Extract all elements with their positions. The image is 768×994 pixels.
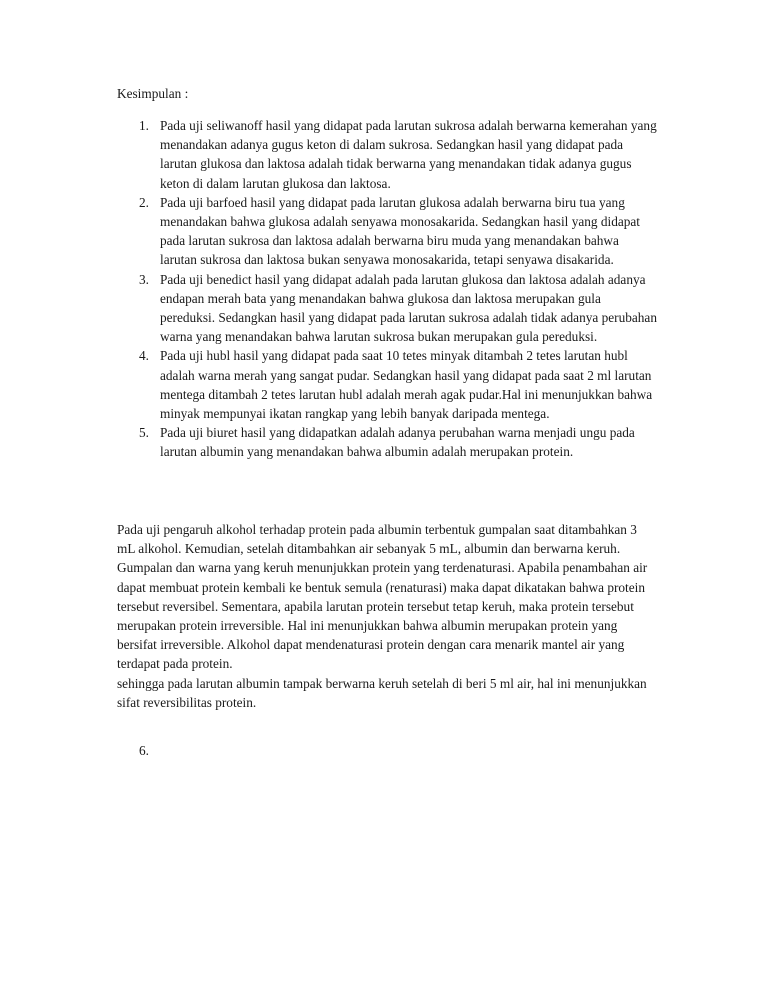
- list-item-number: 2.: [139, 194, 149, 210]
- list-item-text: Pada uji hubl hasil yang didapat pada saat 10 tetes minyak ditambah 2 tetes larutan hubl adalah warna merah yang sangat pudar. Sedangkan hasil yang didapat pada saat 2 ml larutan mentega ditambah 2 tetes larutan hubl adalah merah agak pudar.Hal ini menunjukkan bahwa minyak mempunyai ikatan rangkap yang lebih banyak daripada mentega.: [160, 348, 653, 422]
- list-item: [117, 423, 657, 461]
- list-item-text: Pada uji barfoed hasil yang didapat pada larutan glukosa adalah berwarna biru tua yang menandakan bahwa glukosa adalah senyawa monosakarida. Sedangkan hasil yang didapat pada larutan sukrosa dan laktosa adalah berwarna biru muda yang menandakan bahwa larutan sukrosa dan laktosa bukan senyawa monosakarida, tetapi senyawa disakarida.: [160, 194, 641, 268]
- list-item: [117, 116, 657, 193]
- list-item: [117, 270, 657, 347]
- list-item: [117, 346, 657, 423]
- paragraph-alcohol-test: Pada uji pengaruh alkohol terhadap protein pada albumin terbentuk gumpalan saat ditambahkan 3 mL alkohol. Kemudian, setelah ditambahkan air sebanyak 5 mL, albumin dan berwarna keruh. Gumpalan dan warna yang keruh menunjukkan protein yang terdenaturasi. Apabila penambahan air dapat membuat protein kembali ke bentuk semula (renaturasi) maka dapat dikatakan bahwa protein tersebut reversibel. Sementara, apabila larutan protein tersebut tetap keruh, maka protein tersebut merupakan protein irreversible. Hal ini menunjukkan bahwa albumin merupakan protein yang bersifat irreversible. Alkohol dapat mendenaturasi protein dengan cara menarik mantel air yang terdapat pada protein.: [117, 522, 648, 672]
- list-item-text: Pada uji benedict hasil yang didapat adalah pada larutan glukosa dan laktosa adalah adanya endapan merah bata yang menandakan bahwa glukosa dan laktosa merupakan gula pereduksi. Sedangkan hasil yang didapat pada larutan sukrosa adalah tidak adanya perubahan warna yang menandakan bahwa larutan sukrosa bukan merupakan gula pereduksi.: [160, 271, 657, 345]
- list-item-number: 5.: [139, 425, 149, 441]
- body-paragraphs: [117, 520, 657, 712]
- list-item-text: Pada uji seliwanoff hasil yang didapat pada larutan sukrosa adalah berwarna kemerahan yang menandakan adanya gugus keton di dalam sukrosa. Sedangkan hasil yang didapat pada larutan glukosa dan laktosa adalah tidak berwarna yang menandakan tidak adanya gugus keton di dalam larutan glukosa dan laktosa.: [160, 118, 657, 191]
- section-heading: Kesimpulan :: [117, 86, 189, 101]
- trailing-list-number: 6.: [139, 743, 149, 758]
- list-item-number: 3.: [139, 271, 149, 287]
- conclusion-list: [117, 116, 657, 462]
- list-item: [117, 193, 657, 270]
- list-item-number: 4.: [139, 348, 149, 364]
- paragraph-reversibility: sehingga pada larutan albumin tampak berwarna keruh setelah di beri 5 ml air, hal ini menunjukkan sifat reversibilitas protein.: [117, 675, 647, 710]
- list-item-number: 1.: [139, 118, 149, 133]
- list-item-text: Pada uji biuret hasil yang didapatkan adalah adanya perubahan warna menjadi ungu pada larutan albumin yang menandakan bahwa albumin adalah merupakan protein.: [160, 425, 635, 460]
